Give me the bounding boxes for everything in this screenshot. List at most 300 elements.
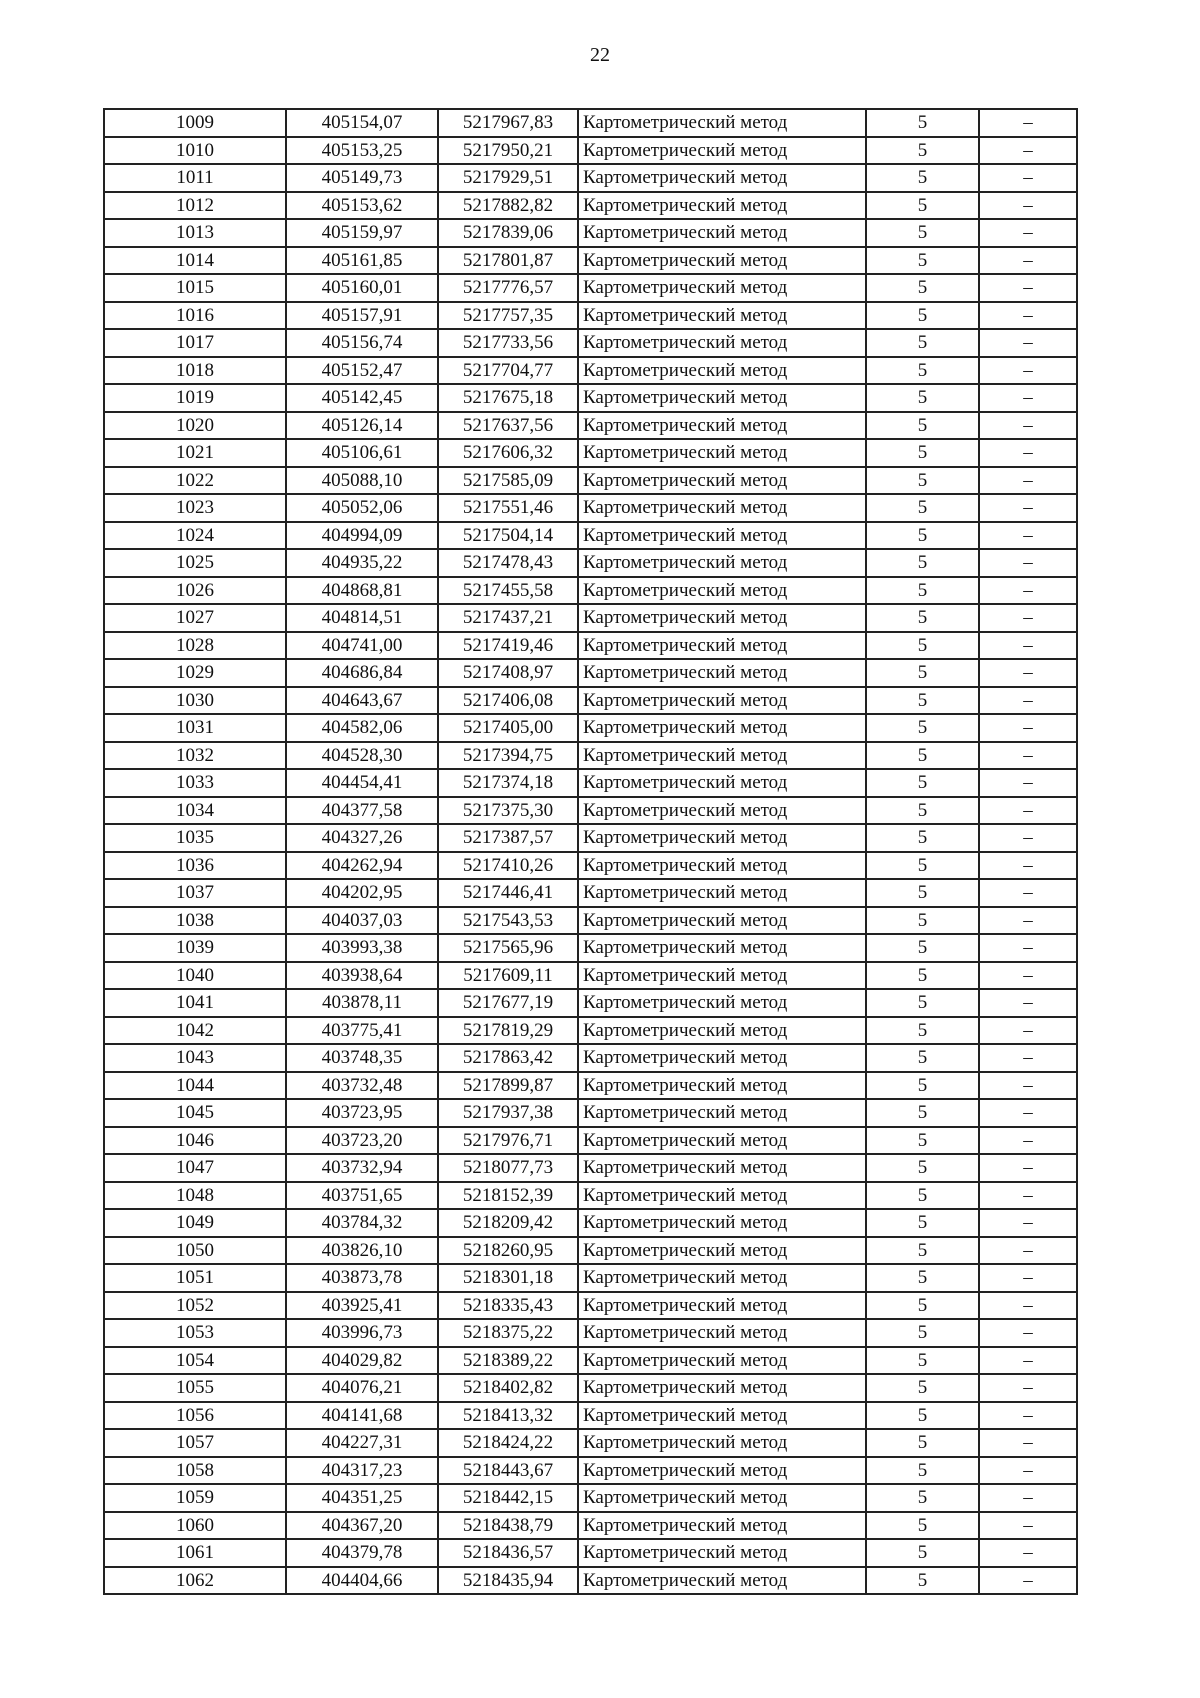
accuracy-cell: 5 [866,907,979,935]
point-number-cell: 1015 [104,274,286,302]
point-number-cell: 1059 [104,1484,286,1512]
accuracy-cell: 5 [866,192,979,220]
table-row [104,302,1077,330]
y-coordinate-cell: 5217967,83 [438,109,578,137]
accuracy-cell: 5 [866,879,979,907]
y-coordinate-cell: 5217677,19 [438,989,578,1017]
x-coordinate-cell: 403826,10 [286,1237,438,1265]
method-cell: Картометрический метод [578,1209,866,1237]
accuracy-cell: 5 [866,714,979,742]
method-cell: Картометрический метод [578,714,866,742]
table-row [104,1319,1077,1347]
table-row [104,522,1077,550]
y-coordinate-cell: 5218435,94 [438,1567,578,1595]
point-number-cell: 1018 [104,357,286,385]
table-row [104,219,1077,247]
x-coordinate-cell: 403751,65 [286,1182,438,1210]
accuracy-cell: 5 [866,1457,979,1485]
method-cell: Картометрический метод [578,852,866,880]
y-coordinate-cell: 5217976,71 [438,1127,578,1155]
note-cell: – [979,742,1077,770]
method-cell: Картометрический метод [578,1319,866,1347]
note-cell: – [979,1539,1077,1567]
table-row [104,879,1077,907]
method-cell: Картометрический метод [578,1127,866,1155]
accuracy-cell: 5 [866,1429,979,1457]
note-cell: – [979,659,1077,687]
accuracy-cell: 5 [866,962,979,990]
table-row [104,1264,1077,1292]
table-row [104,1209,1077,1237]
point-number-cell: 1013 [104,219,286,247]
point-number-cell: 1028 [104,632,286,660]
method-cell: Картометрический метод [578,1429,866,1457]
method-cell: Картометрический метод [578,1264,866,1292]
note-cell: – [979,1154,1077,1182]
x-coordinate-cell: 404935,22 [286,549,438,577]
table-row [104,687,1077,715]
note-cell: – [979,467,1077,495]
table-row [104,1292,1077,1320]
point-number-cell: 1058 [104,1457,286,1485]
note-cell: – [979,192,1077,220]
x-coordinate-cell: 403993,38 [286,934,438,962]
note-cell: – [979,1429,1077,1457]
point-number-cell: 1016 [104,302,286,330]
point-number-cell: 1042 [104,1017,286,1045]
y-coordinate-cell: 5218389,22 [438,1347,578,1375]
accuracy-cell: 5 [866,1044,979,1072]
note-cell: – [979,302,1077,330]
note-cell: – [979,769,1077,797]
table-row [104,1182,1077,1210]
x-coordinate-cell: 403996,73 [286,1319,438,1347]
accuracy-cell: 5 [866,1374,979,1402]
accuracy-cell: 5 [866,1099,979,1127]
accuracy-cell: 5 [866,632,979,660]
note-cell: – [979,1457,1077,1485]
note-cell: – [979,879,1077,907]
method-cell: Картометрический метод [578,879,866,907]
y-coordinate-cell: 5217387,57 [438,824,578,852]
accuracy-cell: 5 [866,577,979,605]
accuracy-cell: 5 [866,274,979,302]
y-coordinate-cell: 5217585,09 [438,467,578,495]
note-cell: – [979,1237,1077,1265]
note-cell: – [979,1567,1077,1595]
coordinates-table-body [104,109,1077,1594]
method-cell: Картометрический метод [578,1484,866,1512]
accuracy-cell: 5 [866,1402,979,1430]
method-cell: Картометрический метод [578,357,866,385]
accuracy-cell: 5 [866,1292,979,1320]
method-cell: Картометрический метод [578,467,866,495]
table-row [104,274,1077,302]
x-coordinate-cell: 405159,97 [286,219,438,247]
y-coordinate-cell: 5218438,79 [438,1512,578,1540]
point-number-cell: 1050 [104,1237,286,1265]
note-cell: – [979,164,1077,192]
point-number-cell: 1043 [104,1044,286,1072]
x-coordinate-cell: 403784,32 [286,1209,438,1237]
method-cell: Картометрический метод [578,274,866,302]
table-row [104,907,1077,935]
note-cell: – [979,1127,1077,1155]
note-cell: – [979,1347,1077,1375]
y-coordinate-cell: 5218436,57 [438,1539,578,1567]
point-number-cell: 1045 [104,1099,286,1127]
accuracy-cell: 5 [866,247,979,275]
point-number-cell: 1039 [104,934,286,962]
table-row [104,769,1077,797]
point-number-cell: 1060 [104,1512,286,1540]
method-cell: Картометрический метод [578,1237,866,1265]
point-number-cell: 1036 [104,852,286,880]
note-cell: – [979,604,1077,632]
point-number-cell: 1023 [104,494,286,522]
table-row [104,1374,1077,1402]
accuracy-cell: 5 [866,797,979,825]
accuracy-cell: 5 [866,467,979,495]
table-row [104,1347,1077,1375]
note-cell: – [979,577,1077,605]
x-coordinate-cell: 405149,73 [286,164,438,192]
x-coordinate-cell: 404582,06 [286,714,438,742]
y-coordinate-cell: 5217394,75 [438,742,578,770]
table-row [104,412,1077,440]
table-row [104,1567,1077,1595]
table-row [104,934,1077,962]
note-cell: – [979,632,1077,660]
note-cell: – [979,549,1077,577]
point-number-cell: 1031 [104,714,286,742]
accuracy-cell: 5 [866,329,979,357]
method-cell: Картометрический метод [578,769,866,797]
note-cell: – [979,274,1077,302]
y-coordinate-cell: 5218442,15 [438,1484,578,1512]
point-number-cell: 1033 [104,769,286,797]
y-coordinate-cell: 5218443,67 [438,1457,578,1485]
point-number-cell: 1046 [104,1127,286,1155]
x-coordinate-cell: 404367,20 [286,1512,438,1540]
x-coordinate-cell: 404037,03 [286,907,438,935]
note-cell: – [979,962,1077,990]
y-coordinate-cell: 5218413,32 [438,1402,578,1430]
table-row [104,357,1077,385]
point-number-cell: 1037 [104,879,286,907]
accuracy-cell: 5 [866,659,979,687]
x-coordinate-cell: 404262,94 [286,852,438,880]
accuracy-cell: 5 [866,412,979,440]
table-row [104,467,1077,495]
point-number-cell: 1019 [104,384,286,412]
method-cell: Картометрический метод [578,219,866,247]
table-row [104,1127,1077,1155]
note-cell: – [979,384,1077,412]
note-cell: – [979,1044,1077,1072]
x-coordinate-cell: 405142,45 [286,384,438,412]
y-coordinate-cell: 5217776,57 [438,274,578,302]
x-coordinate-cell: 404377,58 [286,797,438,825]
point-number-cell: 1021 [104,439,286,467]
point-number-cell: 1038 [104,907,286,935]
method-cell: Картометрический метод [578,522,866,550]
note-cell: – [979,934,1077,962]
note-cell: – [979,1484,1077,1512]
table-row [104,384,1077,412]
x-coordinate-cell: 403723,95 [286,1099,438,1127]
table-row [104,604,1077,632]
table-row [104,1429,1077,1457]
x-coordinate-cell: 404227,31 [286,1429,438,1457]
accuracy-cell: 5 [866,1237,979,1265]
accuracy-cell: 5 [866,1512,979,1540]
method-cell: Картометрический метод [578,742,866,770]
x-coordinate-cell: 405106,61 [286,439,438,467]
accuracy-cell: 5 [866,604,979,632]
x-coordinate-cell: 405052,06 [286,494,438,522]
method-cell: Картометрический метод [578,659,866,687]
x-coordinate-cell: 404994,09 [286,522,438,550]
point-number-cell: 1052 [104,1292,286,1320]
method-cell: Картометрический метод [578,137,866,165]
x-coordinate-cell: 404202,95 [286,879,438,907]
accuracy-cell: 5 [866,1017,979,1045]
method-cell: Картометрический метод [578,1512,866,1540]
y-coordinate-cell: 5217950,21 [438,137,578,165]
table-row [104,439,1077,467]
table-row [104,109,1077,137]
table-row [104,137,1077,165]
method-cell: Картометрический метод [578,989,866,1017]
x-coordinate-cell: 404814,51 [286,604,438,632]
accuracy-cell: 5 [866,549,979,577]
page-number: 22 [590,44,610,66]
method-cell: Картометрический метод [578,549,866,577]
point-number-cell: 1051 [104,1264,286,1292]
accuracy-cell: 5 [866,219,979,247]
note-cell: – [979,329,1077,357]
coordinates-table [103,108,1078,1595]
point-number-cell: 1047 [104,1154,286,1182]
table-row [104,1072,1077,1100]
note-cell: – [979,687,1077,715]
x-coordinate-cell: 404317,23 [286,1457,438,1485]
y-coordinate-cell: 5217839,06 [438,219,578,247]
x-coordinate-cell: 404076,21 [286,1374,438,1402]
method-cell: Картометрический метод [578,302,866,330]
point-number-cell: 1048 [104,1182,286,1210]
method-cell: Картометрический метод [578,824,866,852]
method-cell: Картометрический метод [578,1044,866,1072]
note-cell: – [979,714,1077,742]
method-cell: Картометрический метод [578,1457,866,1485]
note-cell: – [979,989,1077,1017]
y-coordinate-cell: 5217882,82 [438,192,578,220]
table-row [104,1484,1077,1512]
note-cell: – [979,439,1077,467]
method-cell: Картометрический метод [578,604,866,632]
method-cell: Картометрический метод [578,1017,866,1045]
method-cell: Картометрический метод [578,1154,866,1182]
x-coordinate-cell: 403732,48 [286,1072,438,1100]
accuracy-cell: 5 [866,1209,979,1237]
note-cell: – [979,357,1077,385]
x-coordinate-cell: 405156,74 [286,329,438,357]
table-row [104,962,1077,990]
x-coordinate-cell: 404327,26 [286,824,438,852]
y-coordinate-cell: 5217937,38 [438,1099,578,1127]
x-coordinate-cell: 403878,11 [286,989,438,1017]
y-coordinate-cell: 5218077,73 [438,1154,578,1182]
point-number-cell: 1054 [104,1347,286,1375]
note-cell: – [979,1512,1077,1540]
note-cell: – [979,907,1077,935]
y-coordinate-cell: 5217419,46 [438,632,578,660]
point-number-cell: 1010 [104,137,286,165]
accuracy-cell: 5 [866,357,979,385]
accuracy-cell: 5 [866,742,979,770]
y-coordinate-cell: 5217504,14 [438,522,578,550]
table-row [104,192,1077,220]
y-coordinate-cell: 5218335,43 [438,1292,578,1320]
point-number-cell: 1025 [104,549,286,577]
x-coordinate-cell: 405160,01 [286,274,438,302]
accuracy-cell: 5 [866,522,979,550]
point-number-cell: 1011 [104,164,286,192]
x-coordinate-cell: 404686,84 [286,659,438,687]
method-cell: Картометрический метод [578,632,866,660]
x-coordinate-cell: 403748,35 [286,1044,438,1072]
point-number-cell: 1022 [104,467,286,495]
table-row [104,1154,1077,1182]
method-cell: Картометрический метод [578,1347,866,1375]
table-row [104,797,1077,825]
accuracy-cell: 5 [866,302,979,330]
note-cell: – [979,1374,1077,1402]
point-number-cell: 1049 [104,1209,286,1237]
table-row [104,247,1077,275]
point-number-cell: 1014 [104,247,286,275]
note-cell: – [979,137,1077,165]
accuracy-cell: 5 [866,934,979,962]
x-coordinate-cell: 404404,66 [286,1567,438,1595]
note-cell: – [979,797,1077,825]
accuracy-cell: 5 [866,687,979,715]
x-coordinate-cell: 403723,20 [286,1127,438,1155]
table-row [104,494,1077,522]
x-coordinate-cell: 405152,47 [286,357,438,385]
method-cell: Картометрический метод [578,412,866,440]
y-coordinate-cell: 5217437,21 [438,604,578,632]
note-cell: – [979,1264,1077,1292]
accuracy-cell: 5 [866,1154,979,1182]
method-cell: Картометрический метод [578,962,866,990]
x-coordinate-cell: 405157,91 [286,302,438,330]
point-number-cell: 1057 [104,1429,286,1457]
note-cell: – [979,1319,1077,1347]
x-coordinate-cell: 404868,81 [286,577,438,605]
accuracy-cell: 5 [866,1539,979,1567]
accuracy-cell: 5 [866,824,979,852]
method-cell: Картометрический метод [578,1182,866,1210]
table-row [104,632,1077,660]
x-coordinate-cell: 404379,78 [286,1539,438,1567]
note-cell: – [979,219,1077,247]
y-coordinate-cell: 5217405,00 [438,714,578,742]
y-coordinate-cell: 5218152,39 [438,1182,578,1210]
x-coordinate-cell: 403873,78 [286,1264,438,1292]
note-cell: – [979,824,1077,852]
method-cell: Картометрический метод [578,494,866,522]
method-cell: Картометрический метод [578,329,866,357]
point-number-cell: 1030 [104,687,286,715]
x-coordinate-cell: 404351,25 [286,1484,438,1512]
y-coordinate-cell: 5217478,43 [438,549,578,577]
point-number-cell: 1024 [104,522,286,550]
y-coordinate-cell: 5217406,08 [438,687,578,715]
method-cell: Картометрический метод [578,934,866,962]
note-cell: – [979,1099,1077,1127]
point-number-cell: 1012 [104,192,286,220]
note-cell: – [979,1017,1077,1045]
point-number-cell: 1055 [104,1374,286,1402]
x-coordinate-cell: 405154,07 [286,109,438,137]
note-cell: – [979,494,1077,522]
accuracy-cell: 5 [866,164,979,192]
y-coordinate-cell: 5217565,96 [438,934,578,962]
method-cell: Картометрический метод [578,109,866,137]
x-coordinate-cell: 405153,62 [286,192,438,220]
method-cell: Картометрический метод [578,384,866,412]
y-coordinate-cell: 5217819,29 [438,1017,578,1045]
y-coordinate-cell: 5217899,87 [438,1072,578,1100]
x-coordinate-cell: 405126,14 [286,412,438,440]
note-cell: – [979,247,1077,275]
x-coordinate-cell: 404029,82 [286,1347,438,1375]
x-coordinate-cell: 404741,00 [286,632,438,660]
x-coordinate-cell: 405088,10 [286,467,438,495]
note-cell: – [979,522,1077,550]
point-number-cell: 1044 [104,1072,286,1100]
accuracy-cell: 5 [866,1072,979,1100]
y-coordinate-cell: 5217551,46 [438,494,578,522]
accuracy-cell: 5 [866,1347,979,1375]
table-row [104,549,1077,577]
point-number-cell: 1032 [104,742,286,770]
table-row [104,824,1077,852]
y-coordinate-cell: 5217637,56 [438,412,578,440]
method-cell: Картометрический метод [578,247,866,275]
point-number-cell: 1029 [104,659,286,687]
y-coordinate-cell: 5218301,18 [438,1264,578,1292]
table-row [104,989,1077,1017]
method-cell: Картометрический метод [578,797,866,825]
x-coordinate-cell: 404454,41 [286,769,438,797]
point-number-cell: 1026 [104,577,286,605]
method-cell: Картометрический метод [578,1292,866,1320]
x-coordinate-cell: 403775,41 [286,1017,438,1045]
accuracy-cell: 5 [866,1264,979,1292]
method-cell: Картометрический метод [578,439,866,467]
x-coordinate-cell: 403732,94 [286,1154,438,1182]
table-row [104,164,1077,192]
y-coordinate-cell: 5217733,56 [438,329,578,357]
method-cell: Картометрический метод [578,192,866,220]
method-cell: Картометрический метод [578,1374,866,1402]
y-coordinate-cell: 5217801,87 [438,247,578,275]
y-coordinate-cell: 5217929,51 [438,164,578,192]
